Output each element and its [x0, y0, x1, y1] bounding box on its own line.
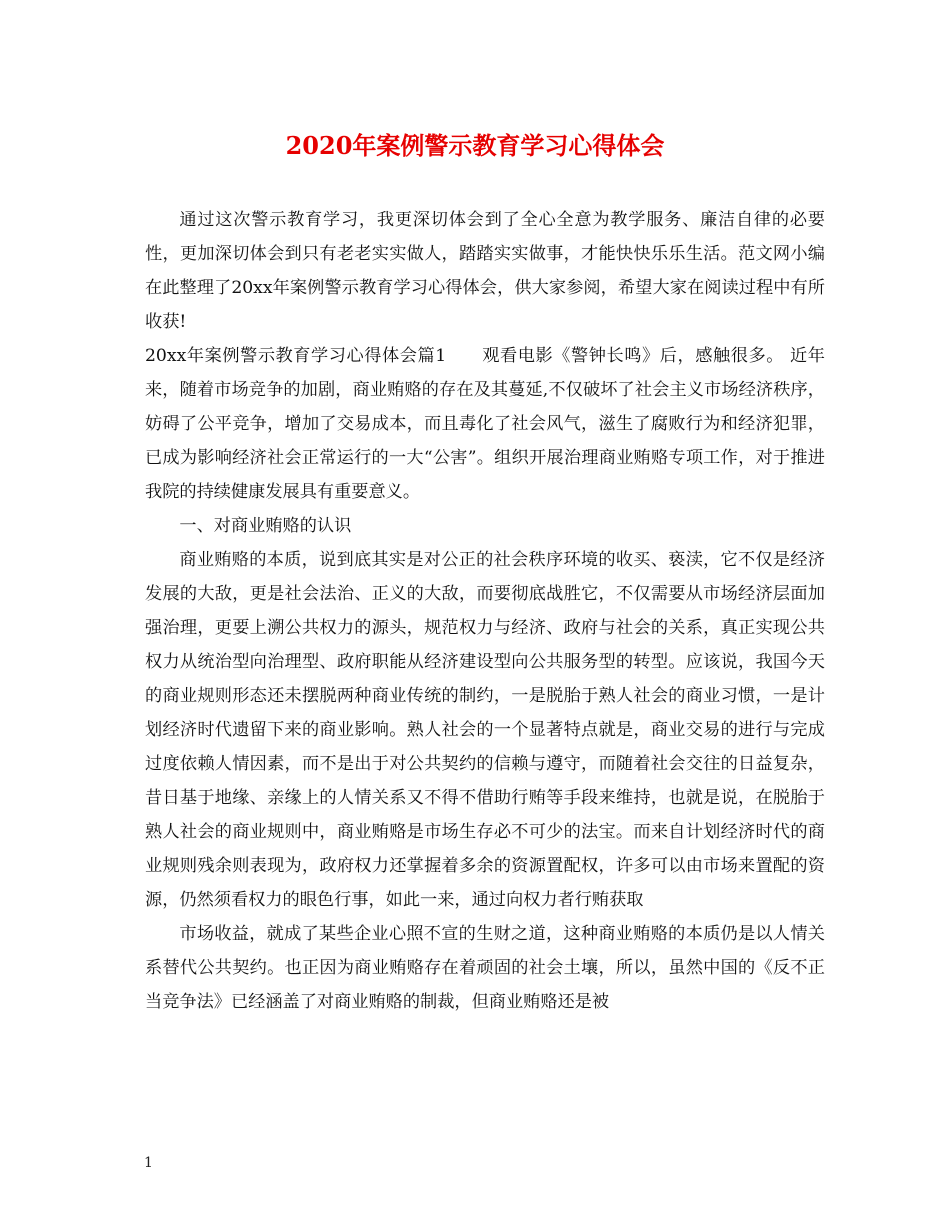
body-paragraph: 商业贿赂的本质，说到底其实是对公正的社会秩序环境的收买、亵渎，它不仅是经济发展的大敌，更是社会法治、正义的大敌，而要彻底战胜它，不仅需要从市场经济层面加强治理，更要上溯公共权力的源头，规范权力与经济、政府与社会的关系，真正实现公共权力从统治型向治理型、政府职能从经济建设型向公共服务型的转型。应该说，我国今天的商业规则形态还未摆脱两种商业传统的制约，一是脱胎于熟人社会的商业习惯，一是计划经济时代遗留下来的商业影响。熟人社会的一个显著特点就是，商业交易的进行与完成过度依赖人情因素，而不是出于对公共契约的信赖与遵守，而随着社会交往的日益复杂，昔日基于地缘、亲缘上的人情关系又不得不借助行贿等手段来维持，也就是说，在脱胎于熟人社会的商业规则中，商业贿赂是市场生存必不可少的法宝。而来自计划经济时代的商业规则残余则表现为，政府权力还掌握着多余的资源置配权，许多可以由市场来置配的资源，仍然须看权力的眼色行事，如此一来，通过向权力者行贿获取: [145, 550, 825, 910]
body-paragraph: 市场收益，就成了某些企业心照不宣的生财之道，这种商业贿赂的本质仍是以人情关系替代公共契约。也正因为商业贿赂存在着顽固的社会土壤，所以，虽然中国的《反不正当竞争法》已经涵盖了对商业贿赂的制裁，但商业贿赂还是被: [145, 924, 825, 1012]
document-body: [145, 203, 825, 1019]
document-title: 2020年案例警示教育学习心得体会: [285, 131, 665, 160]
intro-paragraph: 通过这次警示教育学习，我更深切体会到了全心全意为教学服务、廉洁自律的必要性，更加深切体会到只有老老实实做人，踏踏实实做事，才能快快乐乐生活。范文网小编在此整理了20xx年案例警示教育学习心得体会，供大家参阅，希望大家在阅读过程中有所收获!: [145, 210, 825, 332]
article-1-paragraph: 20xx年案例警示教育学习心得体会篇1 观看电影《警钟长鸣》后，感触很多。 近年来，随着市场竞争的加剧，商业贿赂的存在及其蔓延,不仅破坏了社会主义市场经济秩序，妨碍了公平竞争，增加了交易成本，而且毒化了社会风气，滋生了腐败行为和经济犯罪，已成为影响经济社会正常运行的一大“公害”。组织开展治理商业贿赂专项工作，对于推进我院的持续健康发展具有重要意义。: [145, 346, 825, 502]
page-number: 1: [144, 1155, 153, 1171]
section-heading: 一、对商业贿赂的认识: [179, 516, 352, 536]
